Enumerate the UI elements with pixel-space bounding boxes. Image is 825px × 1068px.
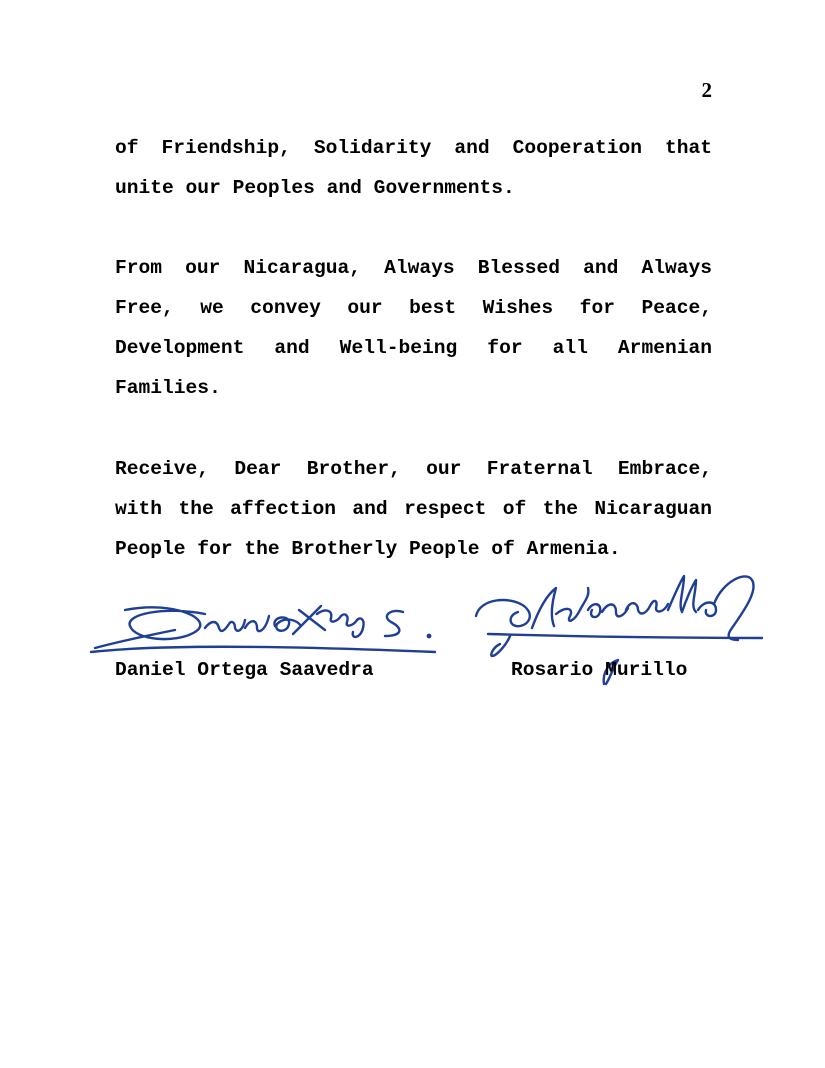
paragraph-line: People for the Brotherly People of Armenia. <box>115 538 621 560</box>
paragraph-friendship <box>115 128 712 208</box>
signatory-name-left: Daniel Ortega Saavedra <box>115 659 374 681</box>
paragraph-line: of Friendship, Solidarity and Cooperation that <box>115 137 712 159</box>
paragraph-embrace <box>115 449 712 569</box>
paragraph-line: Receive, Dear Brother, our Fraternal Embrace, <box>115 458 712 480</box>
paragraph-line: Families. <box>115 377 221 399</box>
paragraph-line: Development and Well-being for all Armenian <box>115 337 712 359</box>
signatory-name-right: Rosario Murillo <box>511 659 688 681</box>
signature-left-handwritten-signature-icon <box>85 590 445 660</box>
page-number: 2 <box>701 78 712 102</box>
paragraph-line: Free, we convey our best Wishes for Peace, <box>115 297 712 319</box>
paragraph-line: with the affection and respect of the Nicaraguan <box>115 498 712 520</box>
paragraph-wishes <box>115 248 712 408</box>
paragraph-line: From our Nicaragua, Always Blessed and Always <box>115 257 712 279</box>
paragraph-line: unite our Peoples and Governments. <box>115 177 515 199</box>
